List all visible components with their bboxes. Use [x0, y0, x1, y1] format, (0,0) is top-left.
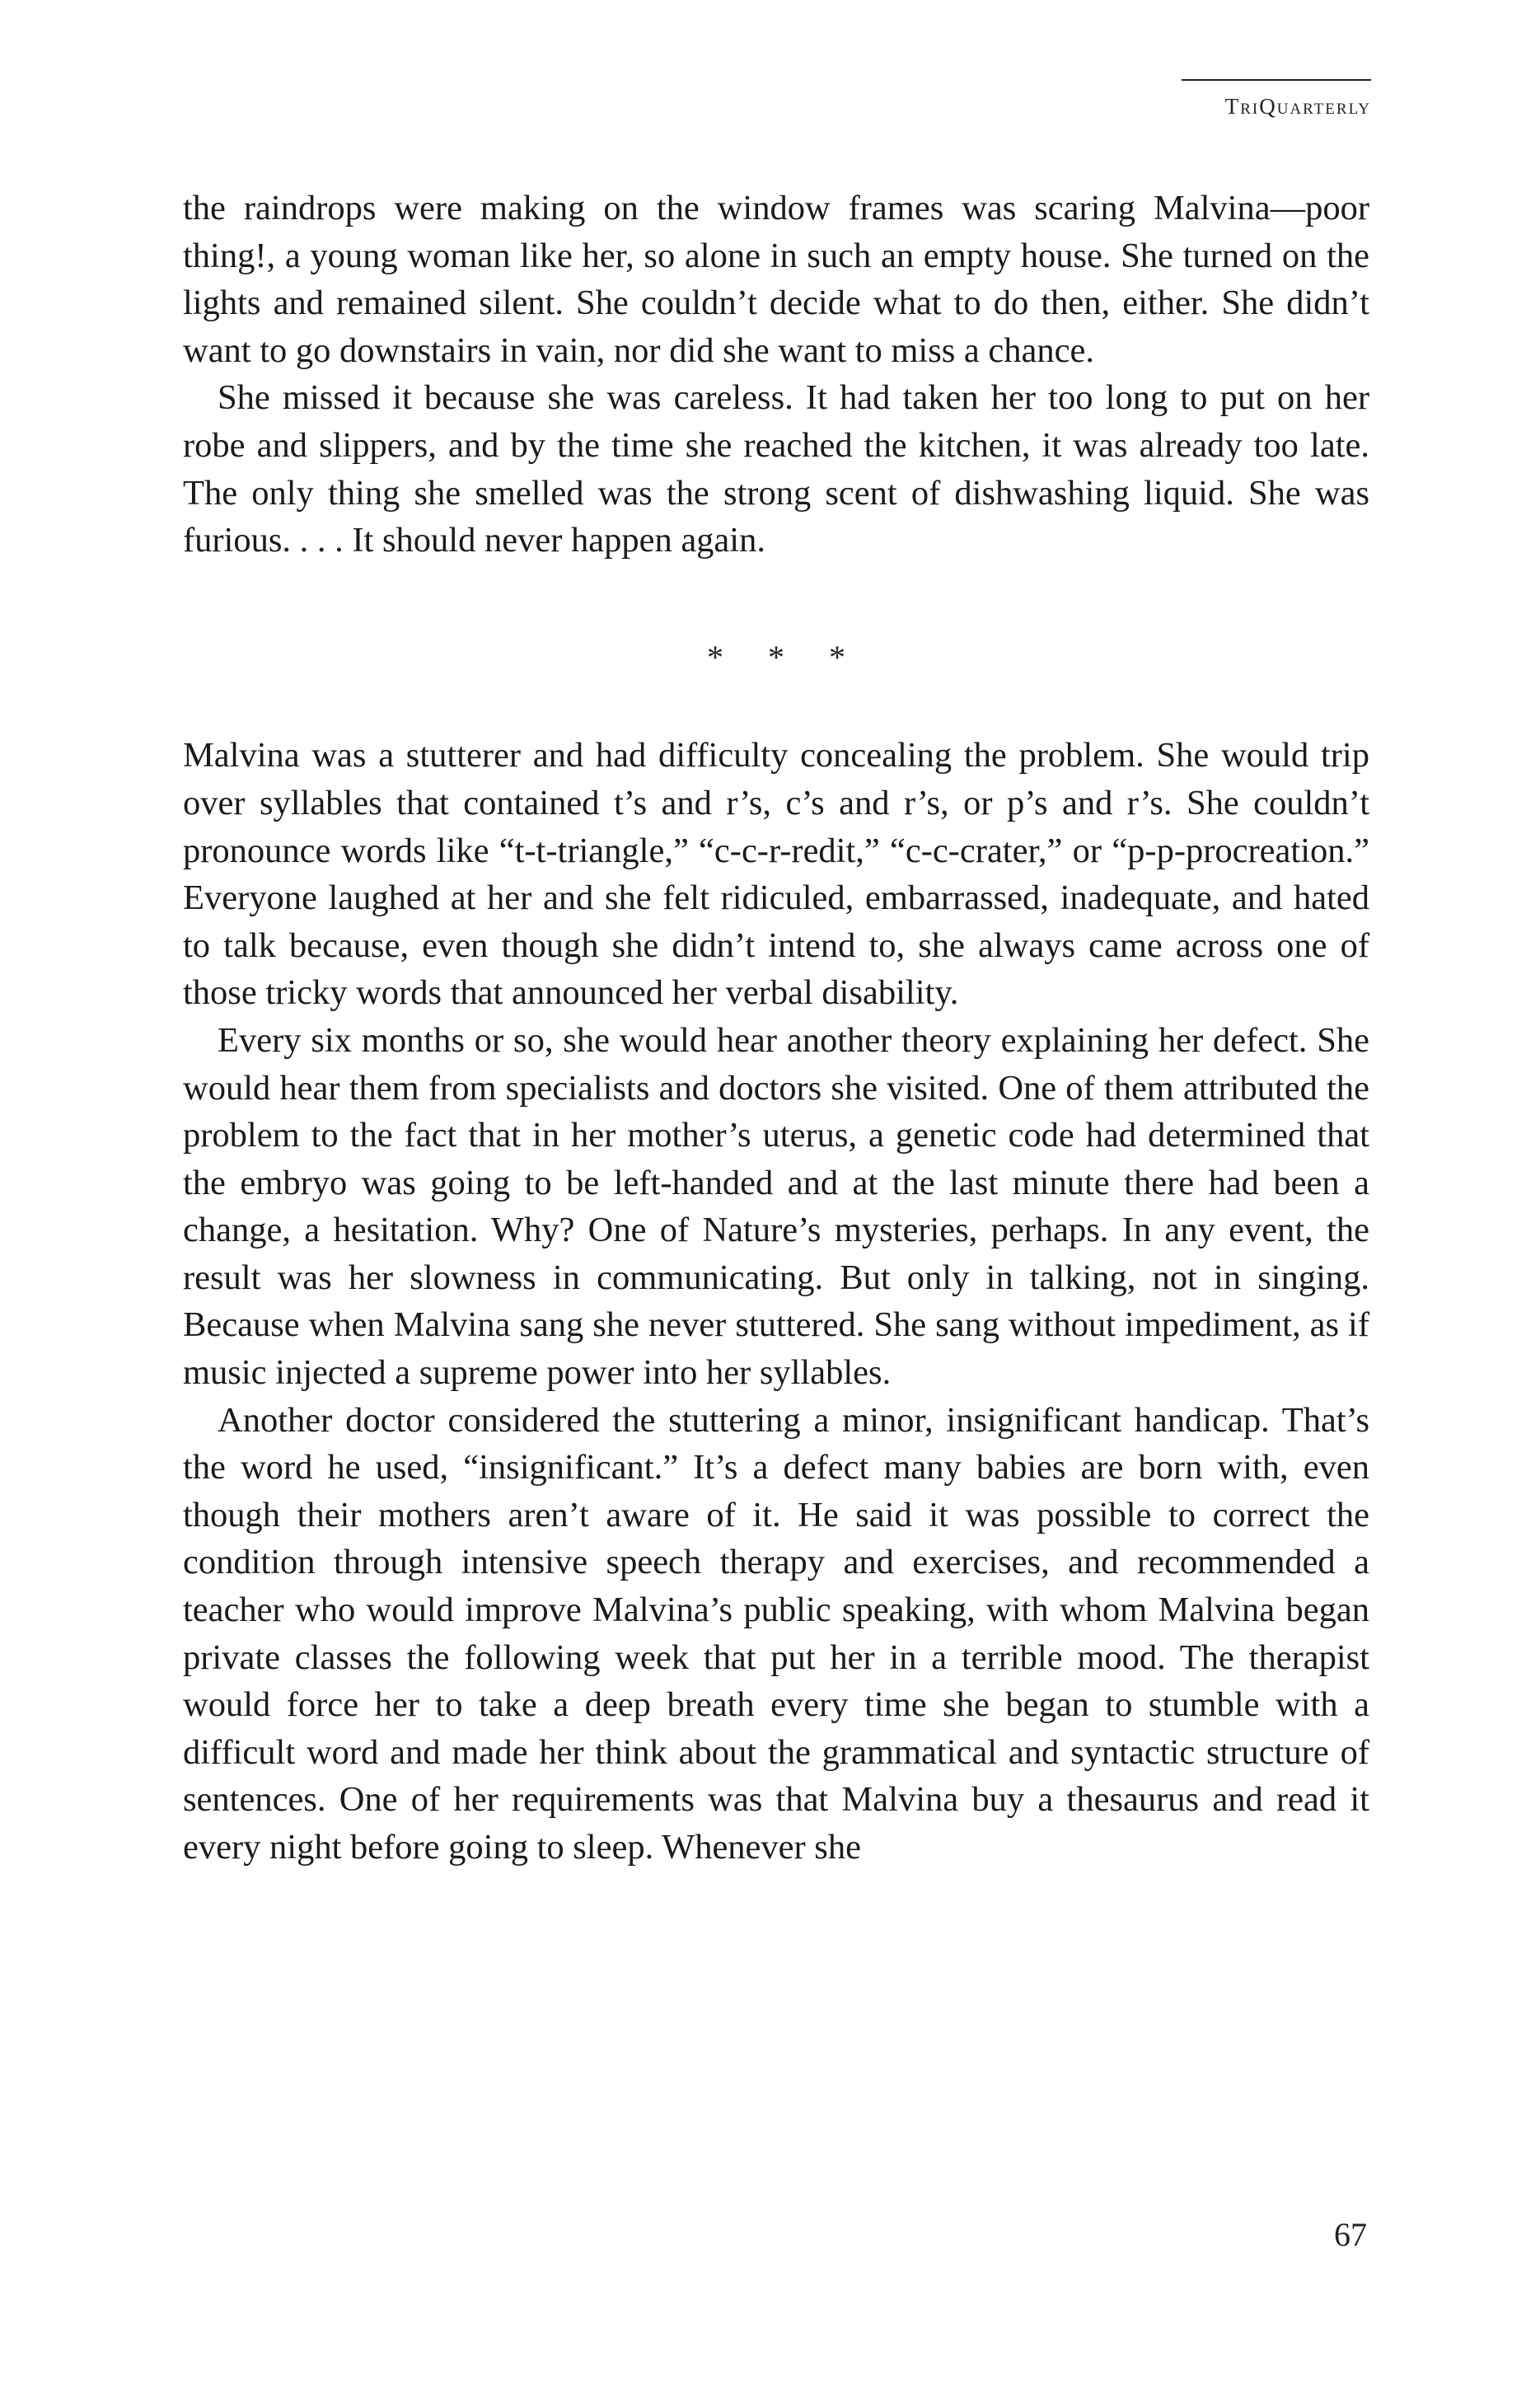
page-number: 67	[1334, 2216, 1367, 2253]
body-text	[183, 185, 1369, 1872]
paragraph-2: She missed it because she was careless. It had taken her too long to put on her robe and slippers, and by the time she reached the kitchen, it was already too late. The only thing she smelled was the strong scent of dishwashing liquid. She was furious. . . . It should never happen again.	[183, 378, 1369, 560]
section-break: * * *	[707, 638, 864, 676]
running-head: TriQuarterly	[1182, 79, 1371, 119]
paragraph-5: Another doctor considered the stuttering a minor, insignificant handicap. That’s the word he used, “insignificant.” It’s a defect many babies are born with, even though their mothers aren’t aware of it. He said it was possible to correct the condition through intensive speech therapy and exercises, and recommended a teacher who would improve Malvina’s public speaking, with whom Malvina began private classes the following week that put her in a terrible mood. The therapist would force her to take a deep breath every time she began to stumble with a difficult word and made her think about the grammatical and syntactic structure of sentences. One of her requirements was that Malvina buy a thesaurus and read it every night before going to sleep. Whenever she	[183, 1400, 1369, 1867]
paragraph-3: Malvina was a stutterer and had difficulty concealing the problem. She would trip over syllables that contained t’s and r’s, c’s and r’s, or p’s and r’s. She couldn’t pronounce words like “t-t-triangle,” “c-c-r-redit,” “c-c-crater,” or “p-p-procreation.” Everyone laughed at her and she felt ridiculed, embarrassed, inadequate, and hated to talk because, even though she didn’t intend to, she always came across one of those tricky words that announced her verbal disability.	[183, 736, 1369, 1013]
paragraph-1: the raindrops were making on the window frames was scaring Malvina—poor thing!, a young woman like her, so alone in such an empty house. She turned on the lights and remained silent. She couldn’t decide what to do then, either. She didn’t want to go downstairs in vain, nor did she want to miss a chance.	[183, 189, 1369, 370]
paragraph-4: Every six months or so, she would hear another theory explaining her defect. She would hear them from specialists and doctors she visited. One of them attributed the problem to the fact that in her mother’s uterus, a genetic code had determined that the embryo was going to be left-handed and at the last minute there had been a change, a hesitation. Why? One of Nature’s mysteries, perhaps. In any event, the result was her slowness in communicating. But only in talking, not in singing. Because when Malvina sang she never stuttered. She sang without impediment, as if music injected a supreme power into her syllables.	[183, 1020, 1369, 1393]
